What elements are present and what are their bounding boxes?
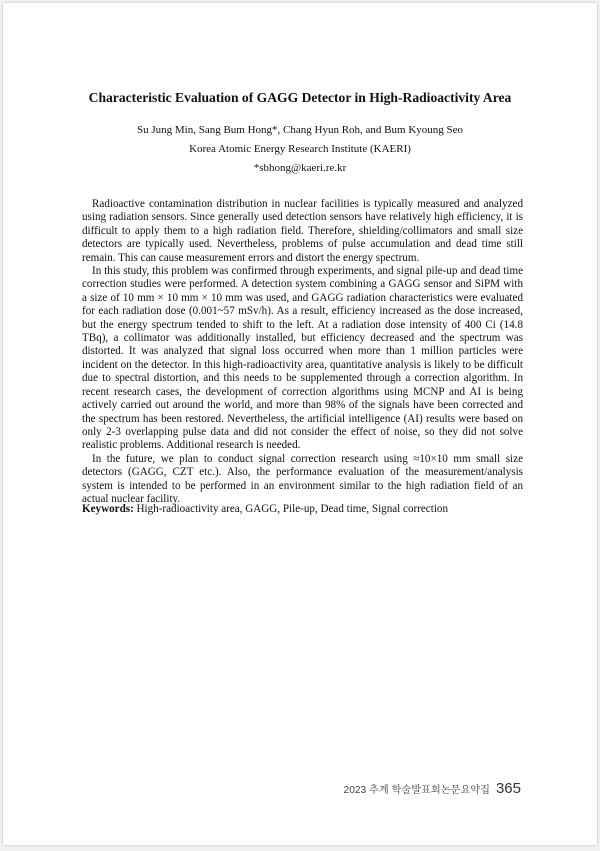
paper-page — [3, 3, 597, 845]
abstract-paragraph: Radioactive contamination distribution in nuclear facilities is typically measured and analyzed using radiation sensors. Since generally used detection sensors have relatively high efficiency, it is difficult to apply them to a high radiation field. Therefore, shielding/collimators and small size detectors are typically used. Nevertheless, problems of pulse accumulation and dead time still remain. This can cause measurement errors and distort the energy spectrum. — [82, 198, 523, 264]
page-number: 365 — [495, 780, 521, 797]
affiliation: Korea Atomic Energy Research Institute (KAERI) — [189, 143, 411, 155]
author-list: Su Jung Min, Sang Bum Hong*, Chang Hyun Roh, and Bum Kyoung Seo — [136, 124, 464, 136]
corresponding-email: *sbhong@kaeri.re.kr — [253, 162, 347, 174]
abstract-paragraph: In the future, we plan to conduct signal correction research using ≈10×10 mm small size detectors (GAGG, CZT etc.). Also, the performance evaluation of the measurement/analysis system is intended to be performed in an environment similar to the high radiation field of an actual nuclear facility. — [82, 452, 523, 505]
keywords-line — [82, 503, 523, 516]
abstract-body — [82, 198, 523, 506]
keywords-label: Keywords: — [82, 503, 134, 515]
paper-title: Characteristic Evaluation of GAGG Detector in High-Radioactivity Area — [88, 90, 512, 105]
conference-name: 2023 추계 학술발표회논문요약집 — [343, 785, 490, 796]
abstract-paragraph: In this study, this problem was confirmed through experiments, and signal pile-up and dead time correction studies were performed. A detection system combining a GAGG sensor and SiPM with a size of 10 mm × 10 mm × 10 mm was used, and GAGG radiation characteristics were evaluated for each radiation dose (0.001~57 mSv/h). As a result, efficiency increased as the dose increased, but the energy spectrum tended to shift to the left. At a radiation dose intensity of 400 Ci (14.8 TBq), a collimator was additionally installed, but efficiency decreased and the spectrum was distorted. It was analyzed that signal loss occurred when more than 1 million particles were incident on the detector. In this high-radioactivity area, quantitative analysis is likely to be difficult due to spectral distortion, and this needs to be supplemented through a correction algorithm. In recent research cases, the development of correction algorithms using MCNP and AI is being actively carried out around the world, and more than 98% of the signals have been corrected and the spectrum has been restored. Nevertheless, the artificial intelligence (AI) results were based on only 2-3 overlapping pulse data and did not consider the effect of noise, so they did not solve realistic problems. Additional research is needed. — [82, 265, 523, 452]
page-footer — [344, 780, 521, 797]
keywords-text: High-radioactivity area, GAGG, Pile-up, Dead time, Signal correction — [133, 503, 448, 515]
